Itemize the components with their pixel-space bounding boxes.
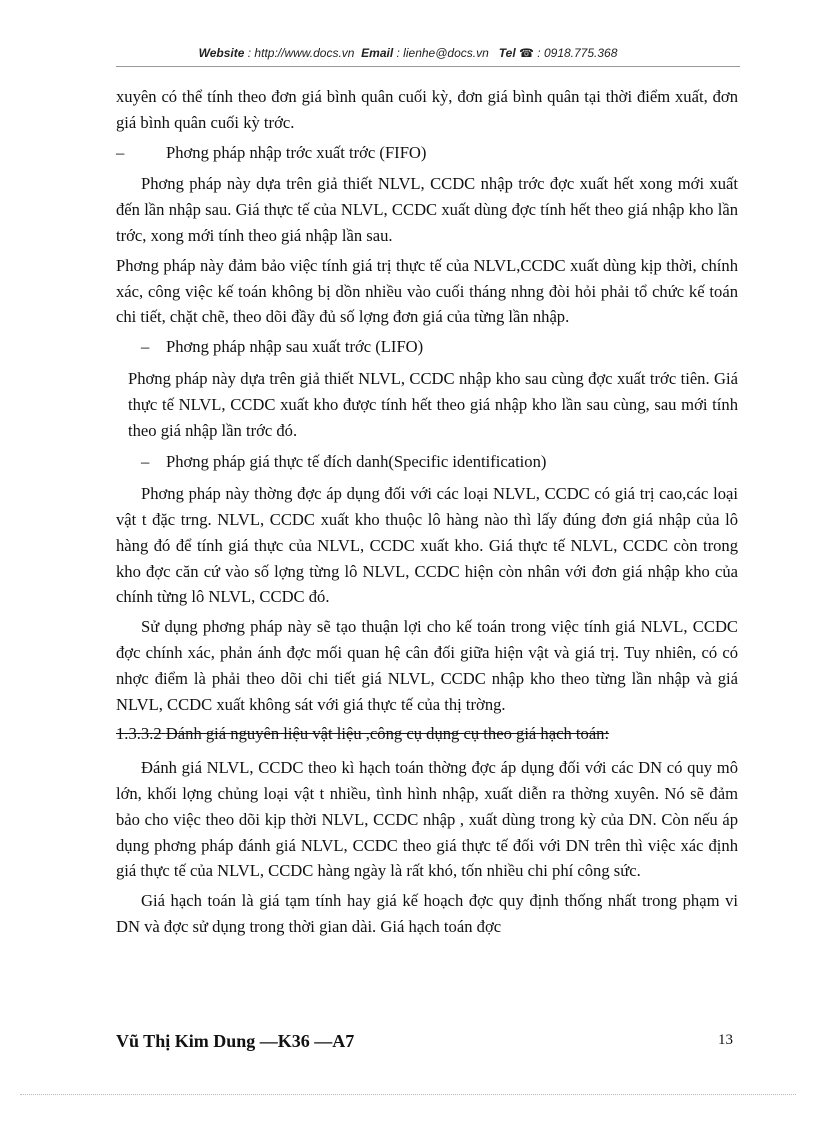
tel-value: : 0918.775.368 bbox=[537, 46, 618, 60]
bullet-fifo-text: Phơng pháp nhập trớc xuất trớc (FIFO) bbox=[166, 142, 427, 162]
email-value: : lienhe@docs.vn bbox=[396, 46, 489, 60]
paragraph-8: Giá hạch toán là giá tạm tính hay giá kế hoạch đợc quy định thống nhất trong phạm vi DN và đợc sử dụng trong thời gian dài. Giá hạch toán đợc bbox=[116, 891, 738, 936]
paragraph-3: Phơng pháp này đảm bảo việc tính giá trị thực tế của NLVL,CCDC xuất dùng kịp thời, chính xác, công việc kế toán không bị dồn nhiều vào cuối tháng nhng đòi hỏi phải tổ chức kế toán chi tiết, chặt chẽ, theo dõi đầy đủ số lợng đơn giá của từng lần nhập. bbox=[116, 255, 738, 327]
section-heading bbox=[116, 721, 738, 747]
paragraph-4: Phơng pháp này dựa trên giả thiết NLVL, CCDC nhập kho sau cùng đợc xuất trớc tiên. Giá thực tế NLVL, CCDC xuất kho được tính hết theo giá nhập kho lần sau cùng, sau mới tính theo giá nhập lần trớc đó. bbox=[128, 368, 738, 440]
tel-label: Tel ☎ bbox=[498, 46, 534, 60]
website-label: Website bbox=[198, 46, 245, 60]
bullet-lifo-text: Phơng pháp nhập sau xuất trớc (LIFO) bbox=[166, 337, 424, 357]
paragraph-6: Sử dụng phơng pháp này sẽ tạo thuận lợi cho kế toán trong việc tính giá NLVL, CCDC đợc chính xác, phản ánh đợc mối quan hệ cân đối giữa hiện vật và giá trị. Tuy nhiên, có có nhợc điểm là phải theo dõi chi tiết giá NLVL, CCDC nhập kho theo từng lần nhập và giá NLVL, CCDC xuất không sát với giá thực tế của thị trờng. bbox=[116, 617, 738, 714]
bullet-fifo bbox=[116, 140, 738, 166]
email-label: Email bbox=[361, 46, 394, 60]
bullet-lifo bbox=[116, 334, 738, 360]
bottom-divider bbox=[20, 1094, 796, 1095]
document-body bbox=[116, 84, 738, 944]
paragraph-2: Phơng pháp này dựa trên giả thiết NLVL, CCDC nhập trớc đợc xuất hết xong mới xuất đến lần nhập sau. Giá thực tế của NLVL, CCDC xuất dùng đợc tính hết theo giá nhập kho lần trớc, xong mới tính theo giá nhập lần sau. bbox=[116, 174, 738, 245]
paragraph-5: Phơng pháp này thờng đợc áp dụng đối với các loại NLVL, CCDC có giá trị cao,các loại vật t đặc trng. NLVL, CCDC xuất kho thuộc lô hàng nào thì lấy đúng đơn giá nhập của lô hàng đó để tính giá thực của NLVL, CCDC xuất kho. Giá thực tế NLVL, CCDC còn trong kho đợc căn cứ vào số lợng từng lô NLVL, CCDC hiện còn nhân với đơn giá nhập kho của chính từng lô NLVL, CCDC đó. bbox=[116, 484, 738, 607]
dash-marker: – bbox=[116, 142, 125, 162]
paragraph-1: xuyên có thể tính theo đơn giá bình quân cuối kỳ, đơn giá bình quân tại thời điểm xuất, đơn giá bình quân cuối kỳ trớc. bbox=[116, 87, 738, 132]
section-number: 1.3.3.2 bbox=[116, 724, 162, 744]
dash-marker: – bbox=[141, 337, 150, 357]
page-header bbox=[0, 46, 816, 60]
paragraph-7: Đánh giá NLVL, CCDC theo kì hạch toán thờng đợc áp dụng đối với các DN có quy mô lớn, khối lợng chủng loại vật t nhiều, tình hình nhập, xuất diễn ra thờng xuyên. Nó sẽ đảm bảo cho việc theo dõi kịp thời NLVL, CCDC nhập , xuất dùng trong kỳ của DN. Còn nếu áp dụng phơng pháp đánh giá NLVL, CCDC theo giá thực tế đối với DN trên thì việc xác định giá thực tế của NLVL, CCDC hàng ngày là rất khó, tốn nhiều chi phí công sức. bbox=[116, 758, 738, 881]
dash-marker: – bbox=[141, 452, 150, 472]
footer-author: Vũ Thị Kim Dung —K36 —A7 bbox=[116, 1031, 355, 1051]
bullet-specific bbox=[116, 449, 738, 475]
section-title: Đánh giá nguyên liệu vật liệu ,công cụ dụng cụ theo giá hạch toán: bbox=[165, 724, 610, 744]
header-divider bbox=[116, 66, 740, 67]
page-number: 13 bbox=[718, 1032, 733, 1048]
bullet-specific-text: Phơng pháp giá thực tế đích danh(Specific identification) bbox=[166, 452, 547, 472]
website-value: : http://www.docs.vn bbox=[247, 46, 355, 60]
